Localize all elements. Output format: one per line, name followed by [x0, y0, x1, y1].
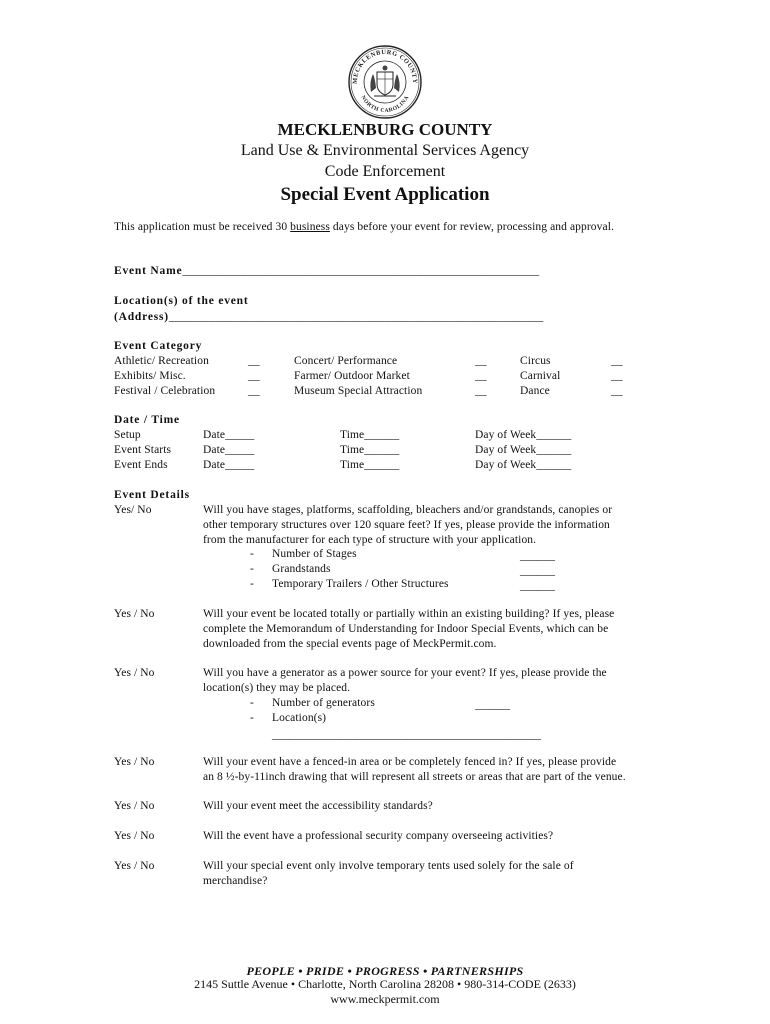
start-time-field[interactable]: Time______ [340, 444, 400, 456]
page-title: Special Event Application [280, 184, 490, 205]
end-date-field[interactable]: Date_____ [203, 459, 255, 471]
bullet: - [250, 578, 254, 590]
footer-motto: PEOPLE • PRIDE • PROGRESS • PARTNERSHIPS [246, 964, 524, 978]
event-name-field[interactable]: Event Name_____________________________________________________________ [114, 265, 540, 277]
details-heading: Event Details [114, 489, 190, 501]
svg-text:NORTH CAROLINA: NORTH CAROLINA [359, 94, 411, 115]
start-day-field[interactable]: Day of Week______ [475, 444, 572, 456]
datetime-label-ends: Event Ends [114, 459, 168, 471]
location-address-field[interactable]: (Address)________________________________________________________________ [114, 311, 544, 323]
q1-trailers-field[interactable]: ______ [520, 580, 556, 592]
q7-text: Will your special event only involve temporary tents used solely for the sale of [203, 860, 574, 872]
setup-date-field[interactable]: Date_____ [203, 429, 255, 441]
q3-text: location(s) they may be placed. [203, 682, 351, 694]
division-name: Code Enforcement [324, 163, 446, 180]
category-checkbox[interactable]: __ [475, 385, 487, 397]
q1-yes-no[interactable]: Yes/ No [114, 504, 152, 516]
q1-text: other temporary structures over 120 square feet? If yes, please provide the information [203, 519, 610, 531]
q5-yes-no[interactable]: Yes / No [114, 800, 155, 812]
datetime-heading: Date / Time [114, 414, 180, 426]
q6-yes-no[interactable]: Yes / No [114, 830, 155, 842]
start-date-field[interactable]: Date_____ [203, 444, 255, 456]
category-checkbox[interactable]: __ [611, 355, 623, 367]
q3-yes-no[interactable]: Yes / No [114, 667, 155, 679]
category-exhibits: Exhibits/ Misc. [114, 370, 186, 382]
category-carnival: Carnival [520, 370, 561, 382]
bullet: - [250, 697, 254, 709]
category-checkbox[interactable]: __ [611, 385, 623, 397]
county-name: MECKLENBURG COUNTY [277, 120, 493, 139]
q3-generators-field[interactable]: ______ [475, 699, 511, 711]
category-checkbox[interactable]: __ [248, 355, 260, 367]
end-time-field[interactable]: Time______ [340, 459, 400, 471]
setup-time-field[interactable]: Time______ [340, 429, 400, 441]
end-day-field[interactable]: Day of Week______ [475, 459, 572, 471]
category-festival: Festival / Celebration [114, 385, 216, 397]
datetime-label-starts: Event Starts [114, 444, 172, 456]
category-concert: Concert/ Performance [294, 355, 398, 367]
q1-sub-label: Grandstands [272, 563, 331, 575]
category-dance: Dance [520, 385, 550, 397]
q4-yes-no[interactable]: Yes / No [114, 756, 155, 768]
q6-text: Will the event have a professional security company overseeing activities? [203, 830, 554, 842]
bullet: - [250, 712, 254, 724]
bullet: - [250, 548, 254, 560]
q4-text: an 8 ½-by-11inch drawing that will represent all streets or areas that are part of the venue. [203, 771, 626, 783]
county-seal [347, 44, 423, 120]
agency-name: Land Use & Environmental Services Agency [240, 142, 530, 159]
location-label: Location(s) of the event [114, 295, 249, 307]
q1-sub-label: Temporary Trailers / Other Structures [272, 578, 449, 590]
q3-sub-label: Location(s) [272, 712, 327, 724]
q2-text: complete the Memorandum of Understanding for Indoor Special Events, which can be [203, 623, 609, 635]
q3-location-field[interactable]: ______________________________________________ [272, 729, 542, 741]
q1-sub-label: Number of Stages [272, 548, 357, 560]
category-checkbox[interactable]: __ [611, 370, 623, 382]
category-farmer-market: Farmer/ Outdoor Market [294, 370, 410, 382]
q1-stages-field[interactable]: ______ [520, 550, 556, 562]
svg-text:MECKLENBURG COUNTY: MECKLENBURG COUNTY [351, 48, 419, 85]
q2-text: downloaded from the special events page of MeckPermit.com. [203, 638, 497, 650]
q5-text: Will your event meet the accessibility standards? [203, 800, 433, 812]
q7-yes-no[interactable]: Yes / No [114, 860, 155, 872]
category-checkbox[interactable]: __ [248, 370, 260, 382]
footer-address: 2145 Suttle Avenue • Charlotte, North Carolina 28208 • 980-314-CODE (2633) [194, 977, 576, 991]
q1-text: Will you have stages, platforms, scaffolding, bleachers and/or grandstands, canopies or [203, 504, 613, 516]
category-circus: Circus [520, 355, 551, 367]
category-heading: Event Category [114, 340, 203, 352]
q3-text: Will you have a generator as a power source for your event? If yes, please provide the [203, 667, 607, 679]
footer-website[interactable]: www.meckpermit.com [330, 992, 440, 1006]
q1-text: from the manufacturer for each type of structure with your application. [203, 534, 537, 546]
bullet: - [250, 563, 254, 575]
q4-text: Will your event have a fenced-in area or be completely fenced in? If yes, please provide [203, 756, 617, 768]
intro-text: This application must be received 30 business days before your event for review, processing and approval. [114, 221, 614, 233]
q1-grandstands-field[interactable]: ______ [520, 565, 556, 577]
setup-day-field[interactable]: Day of Week______ [475, 429, 572, 441]
category-checkbox[interactable]: __ [475, 355, 487, 367]
q3-sub-label: Number of generators [272, 697, 375, 709]
q2-yes-no[interactable]: Yes / No [114, 608, 155, 620]
q2-text: Will your event be located totally or partially within an existing building? If yes, please [203, 608, 615, 620]
q7-text: merchandise? [203, 875, 268, 887]
category-athletic: Athletic/ Recreation [114, 355, 209, 367]
category-checkbox[interactable]: __ [248, 385, 260, 397]
datetime-label-setup: Setup [114, 429, 141, 441]
category-museum: Museum Special Attraction [294, 385, 423, 397]
category-checkbox[interactable]: __ [475, 370, 487, 382]
